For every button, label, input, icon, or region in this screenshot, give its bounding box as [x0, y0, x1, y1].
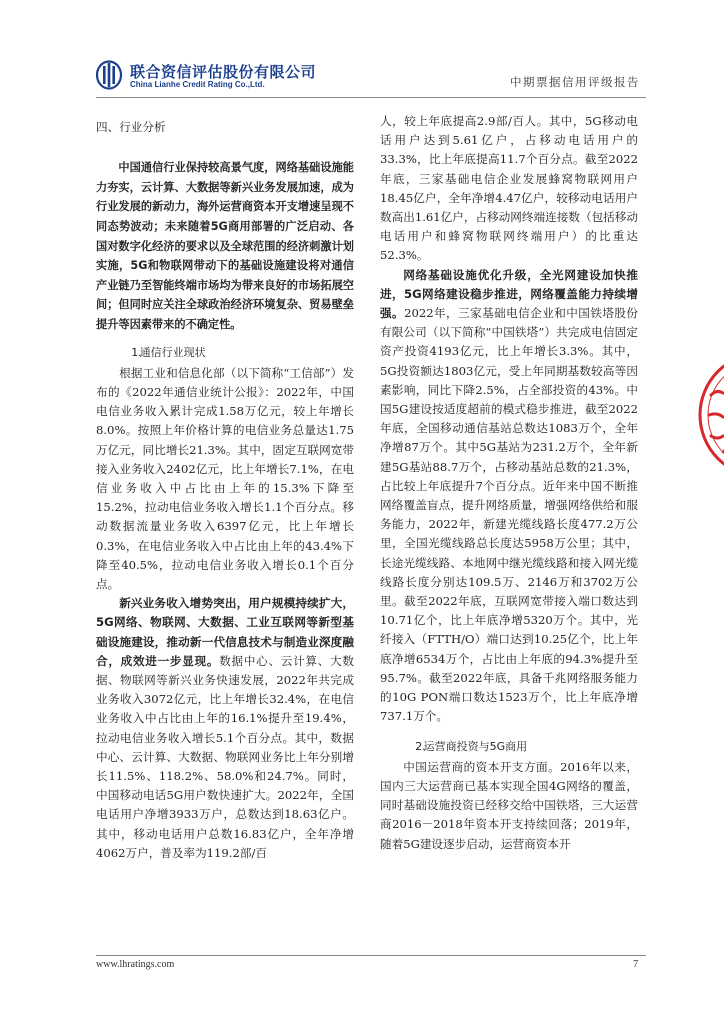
- company-name-cn: 联合资信评估股份有限公司: [130, 63, 317, 81]
- company-logo-icon: [96, 60, 122, 90]
- paragraph-lead-bold: 网络基础设施优化升级，全光网建设加快推进，5G网络建设稳步推进，网络覆盖能力持续增强。: [380, 267, 638, 321]
- paragraph-new-business: [96, 594, 354, 863]
- paragraph-infrastructure: [380, 266, 638, 727]
- company-seal-icon: [687, 340, 724, 490]
- subsection-title: 通信行业现状: [139, 345, 206, 359]
- subsection-title: 运营商投资与5G商用: [423, 739, 528, 753]
- subsection-number: 1.: [131, 345, 142, 359]
- footer-website-link[interactable]: www.lhratings.com: [96, 959, 175, 970]
- report-type-label: 中期票据信用评级报告: [510, 75, 640, 89]
- subsection-heading-1: [96, 343, 354, 362]
- page-number: 7: [633, 959, 639, 970]
- right-column: [380, 112, 638, 854]
- paragraph-lead-bold: 新兴业务收入增势突出，用户规模持续扩大，5G网络、物联网、大数据、工业互联网等新型基础设施建设，推动新一代信息技术与制造业深度融合，成效进一步显现。: [96, 596, 354, 668]
- left-column: [96, 112, 354, 863]
- subsection-heading-2: [380, 737, 638, 756]
- paragraph-body: 2022年，三家基础电信企业和中国铁塔股份有限公司（以下简称“中国铁塔”）共完成电信固定资产投资4193亿元，比上年增长3.3%。其中，5G投资额达1803亿元，受上年同期基数较高等因素影响，同比下降2.5%，占全部投资的43%。中国5G建设按适度超前的模式稳步推进，截至2022年底，全国移动通信基站总数达1083万个，全年净增87万个。其中5G基站为231.2万个，全年新建5G基站88.7万个，占移动基站总数的21.3%，占比较上年底提升7个百分点。近年来中国不断推网络覆盖盲点，提升网络质量，增强网络供给和服务能力，2022年，新建光缆线路长度477.2万公里，全国光缆线路总长度达5958万公里；其中，长途光缆线路、本地网中继光缆线路和接入网光缆线路长度分别达109.5万、2146万和3702万公里。截至2022年底，互联网宽带接入端口数达到10.71亿个，比上年底净增5320万个。其中，光纤接入（FTTH/O）端口达到10.25亿个，比上年底净增6534万个，占比由上年底的94.3%提升至95.7%。截至2022年底，具备千兆网络服务能力的10G PON端口数达1523万个，比上年底净增737.1万个。: [380, 306, 638, 724]
- company-name-en: China Lianhe Credit Rating Co.,Ltd.: [130, 80, 265, 89]
- section-summary: 中国通信行业保持较高景气度，网络基础设施能力夯实，云计算、大数据等新兴业务发展加速，成为行业发展的新动力，海外运营商资本开支增速呈现不同态势波动；未来随着5G商用部署的广泛启动、各国对数字化经济的要求以及全球范围的经济刺激计划实施，5G和物联网带动下的基础设施建设将对通信产业链乃至智能终端市场均为带来良好的市场拓展空间；但同时应关注全球政治经济环境复杂、贸易壁垒提升等因素带来的不确定性。: [96, 161, 354, 331]
- paragraph-industry-status: 根据工业和信息化部（以下简称“工信部”）发布的《2022年通信业统计公报》：2022年，中国电信业务收入累计完成1.58万亿元，较上年增长8.0%。按照上年价格计算的电信业务总量达1.75万亿元，同比增长21.3%。其中，固定互联网宽带接入业务收入2402亿元，比上年增长7.1%，在电信业务收入中占比由上年的15.3%下降至15.2%，拉动电信业务收入增长1.1个百分点。移动数据流量业务收入6397亿元，比上年增长0.3%，在电信业务收入中占比由上年的43.4%下降至40.5%，拉动电信业务收入增长0.1个百分点。: [96, 365, 354, 591]
- subsection-number: 2.: [415, 739, 426, 753]
- paragraph-continued: 人，较上年底提高2.9部/百人。其中，5G移动电话用户达到5.61亿户，占移动电话用户的33.3%，比上年底提高11.7个百分点。截至2022年底，三家基础电信企业发展蜂窝物联网用户18.45亿户，全年净增4.47亿户，较移动电话用户数高出1.61亿户，占移动网终端连接数（包括移动电话用户和蜂窝物联网终端用户）的比重达52.3%。: [380, 114, 638, 263]
- section-heading: 四、行业分析: [96, 120, 166, 134]
- header-divider: [96, 97, 646, 98]
- paragraph-body: 数据中心、云计算、大数据、物联网等新兴业务快速发展，2022年共完成业务收入3072亿元，比上年增长32.4%，在电信业务收入中占比由上年的16.1%提升至19.4%，拉动电信业务收入增长5.1个百分点。其中，数据中心、云计算、大数据、物联网业务比上年分别增长11.5%、118.2%、58.0%和24.7%。同时，中国移动电话5G用户数快速扩大。2022年，全国电话用户净增3933万户，总数达到18.63亿户。其中，移动电话用户总数16.83亿户，全年净增4062万户，普及率为119.2部/百: [96, 653, 354, 860]
- page-header: [96, 58, 646, 98]
- paragraph-operator-investment: 中国运营商的资本开支方面。2016年以来，国内三大运营商已基本实现全国4G网络的覆盖，同时基础设施投资已经移交给中国铁塔，三大运营商2016－2018年资本开支持续回落；2019年，随着5G建设逐步启动，运营商资本开: [380, 759, 638, 851]
- footer-divider: [96, 955, 646, 956]
